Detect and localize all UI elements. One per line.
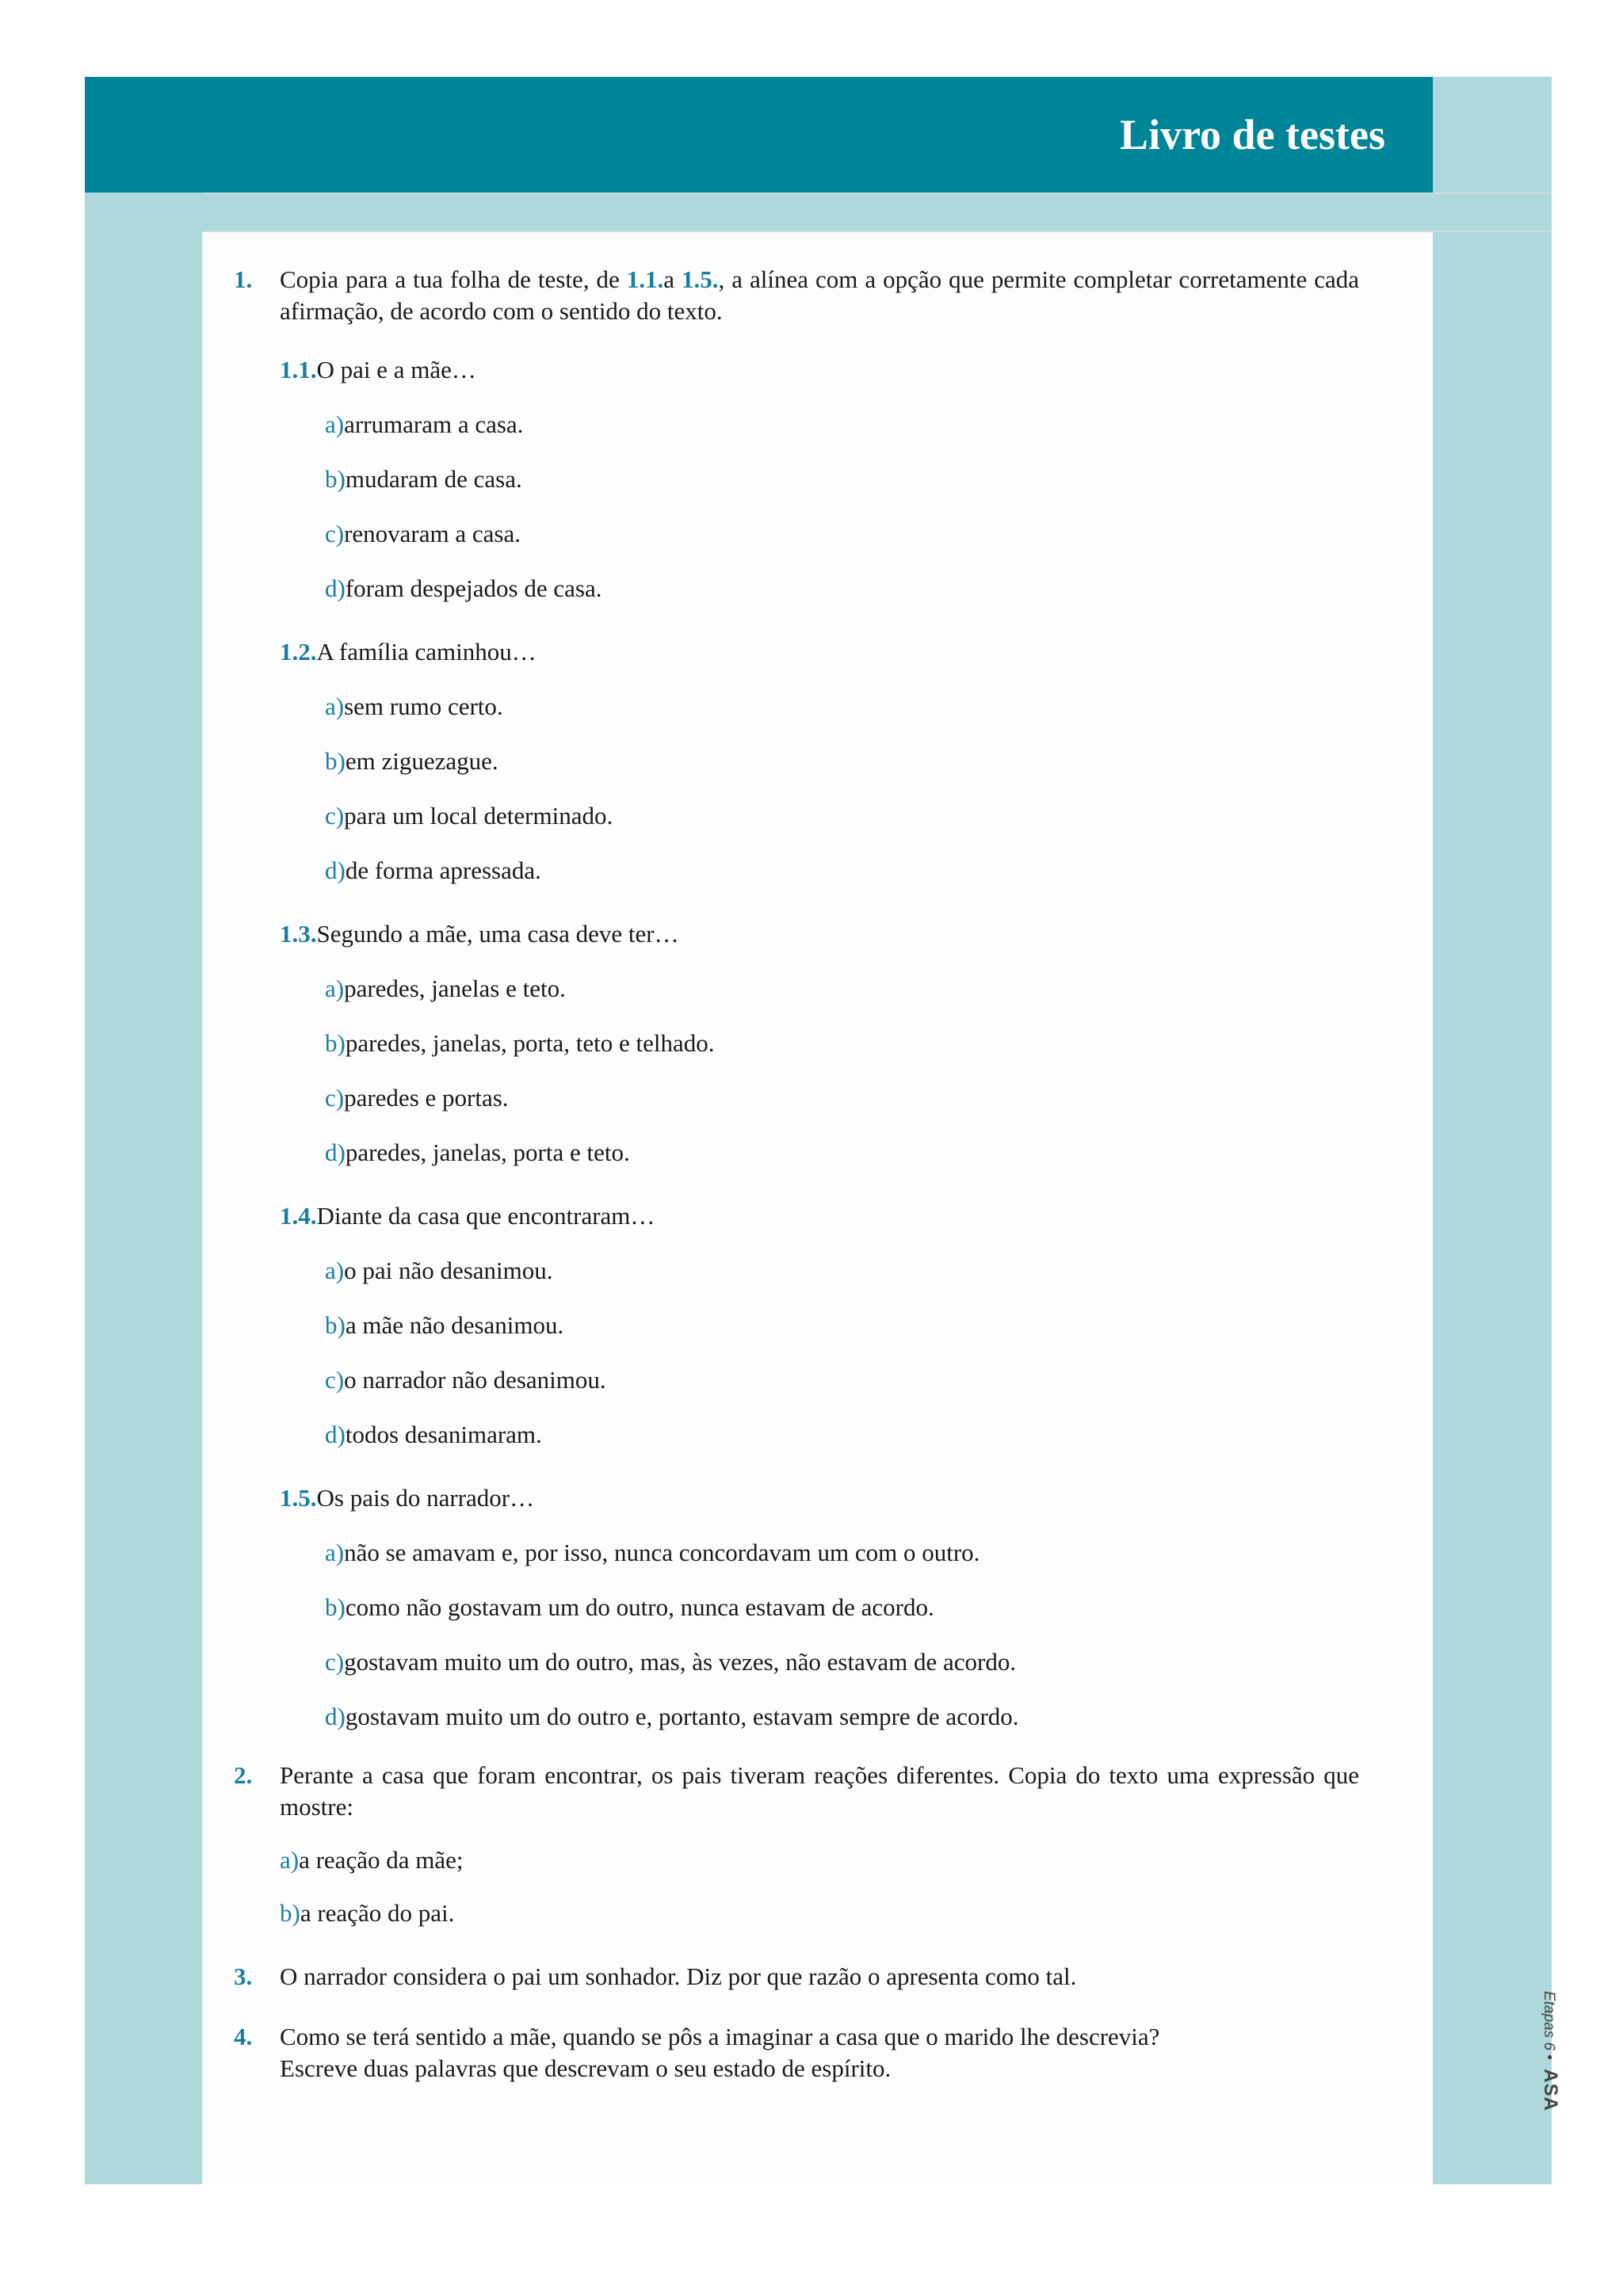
book-name: Etapas 6	[1540, 1991, 1557, 2051]
option: d)todos desanimaram.	[325, 1421, 542, 1448]
sub-question: 1.2.A família caminhou…	[280, 638, 537, 666]
option: c)paredes e portas.	[325, 1084, 509, 1112]
question-list	[234, 264, 1359, 2084]
publisher-label	[1539, 1991, 1561, 2111]
option: d)de forma apressada.	[325, 856, 541, 884]
option: a)a reação da mãe;	[280, 1846, 464, 1874]
left-margin-band	[85, 77, 202, 2184]
option: c)o narrador não desanimou.	[325, 1366, 606, 1394]
option: a)sem rumo certo.	[325, 692, 503, 720]
option: c)renovaram a casa.	[325, 520, 521, 547]
question-text: Perante a casa que foram encontrar, os pais tiveram reações diferentes. Copia do texto uma expressão que mostre:	[280, 1761, 1359, 1821]
option: b)a reação do pai.	[280, 1899, 455, 1927]
page-title: Livro de testes	[1120, 111, 1385, 158]
question-text: Como se terá sentido a mãe, quando se pôs a imaginar a casa que o marido lhe descrevia?	[280, 2023, 1160, 2050]
sub-question: 1.5.Os pais do narrador…	[280, 1484, 535, 1512]
option: b)paredes, janelas, porta, teto e telhado.	[325, 1029, 715, 1057]
question-number: 3.	[234, 1962, 253, 1990]
question-number: 1.	[234, 265, 253, 293]
sub-question: 1.3.Segundo a mãe, uma casa deve ter…	[280, 920, 679, 948]
question-4	[234, 2021, 1359, 2084]
option: b)a mãe não desanimou.	[325, 1311, 564, 1339]
option: d)foram despejados de casa.	[325, 574, 602, 602]
option: b)em ziguezague.	[325, 747, 498, 775]
option: c)para um local determinado.	[325, 802, 613, 830]
header-bar	[85, 77, 1433, 193]
question-1-items	[234, 354, 1359, 1733]
question-3	[234, 1961, 1359, 1993]
question-number: 4.	[234, 2023, 253, 2050]
question-text: Copia para a tua folha de teste, de 1.1.a 1.5., a alínea com a opção que permite completar corretamente cada afirmação, de acordo com o sentido do texto.	[280, 265, 1360, 325]
option: c)gostavam muito um do outro, mas, às vezes, não estavam de acordo.	[325, 1648, 1017, 1676]
question-text: O narrador considera o pai um sonhador. Diz por que razão o apresenta como tal.	[280, 1962, 1077, 1990]
question-1	[234, 264, 1359, 327]
option: b)mudaram de casa.	[325, 465, 522, 493]
option: d)paredes, janelas, porta e teto.	[325, 1138, 630, 1166]
question-text: Escreve duas palavras que descrevam o seu estado de espírito.	[280, 2054, 892, 2082]
option: a)não se amavam e, por isso, nunca concordavam um com o outro.	[325, 1539, 980, 1566]
option: a)arrumaram a casa.	[325, 410, 524, 438]
publisher-logo: ASA	[1539, 2069, 1561, 2111]
separator: •	[1540, 2054, 1557, 2060]
question-2	[234, 1760, 1359, 1823]
option: a)o pai não desanimou.	[325, 1257, 553, 1284]
option: b)como não gostavam um do outro, nunca estavam de acordo.	[325, 1593, 934, 1621]
option: d)gostavam muito um do outro e, portanto, estavam sempre de acordo.	[325, 1703, 1019, 1730]
option: a)paredes, janelas e teto.	[325, 974, 566, 1002]
sub-question: 1.4.Diante da casa que encontraram…	[280, 1202, 655, 1230]
divider	[202, 193, 1552, 194]
question-number: 2.	[234, 1761, 253, 1789]
sub-question: 1.1.O pai e a mãe…	[280, 356, 476, 383]
header-band	[202, 193, 1433, 232]
right-margin-band	[1433, 77, 1552, 2184]
